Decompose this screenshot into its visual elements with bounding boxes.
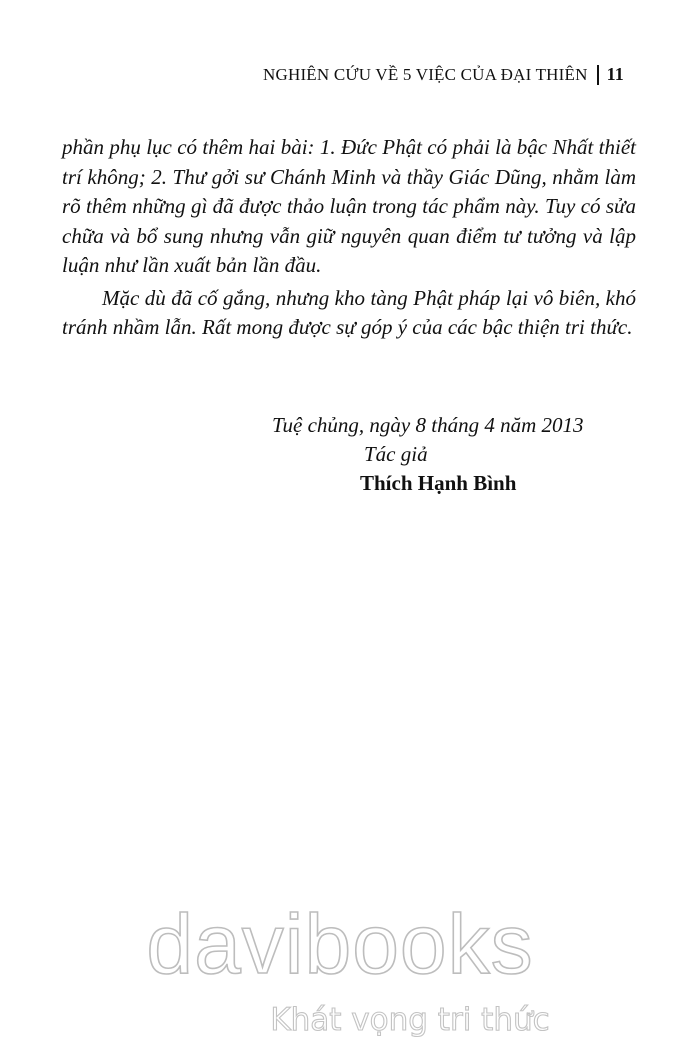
body-text <box>62 133 636 343</box>
paragraph-closing: Mặc dù đã cố gắng, nhưng kho tàng Phật pháp lại vô biên, khó tránh nhầm lẫn. Rất mong được sự góp ý của các bậc thiện tri thức. <box>62 285 636 339</box>
author-name: Thích Hạnh Bình <box>360 471 517 495</box>
signature-place-date: Tuệ chủng, ngày 8 tháng 4 năm 2013 <box>272 413 584 437</box>
signature-role: Tác giả <box>364 442 428 466</box>
davibooks-watermark <box>0 900 700 1044</box>
running-header <box>263 64 624 85</box>
header-separator <box>597 65 599 85</box>
paragraph-continuation: phần phụ lục có thêm hai bài: 1. Đức Phật có phải là bậc Nhất thiết trí không; 2. Thư gởi sư Chánh Minh và thầy Giác Dũng, nhằm làm rõ thêm những gì đã được thảo luận trong tác phẩm này. Tuy có sửa chữa và bổ sung nhưng vẫn giữ nguyên quan điểm tư tưởng và lập luận như lần xuất bản lần đầu. <box>62 135 636 277</box>
book-title: NGHIÊN CỨU VỀ 5 VIỆC CỦA ĐẠI THIÊN <box>263 64 588 84</box>
page-number: 11 <box>606 64 624 84</box>
signature-block <box>272 411 632 498</box>
watermark-brand: davibooks <box>146 900 534 991</box>
watermark-slogan: Khát vọng tri thức <box>270 1002 550 1038</box>
